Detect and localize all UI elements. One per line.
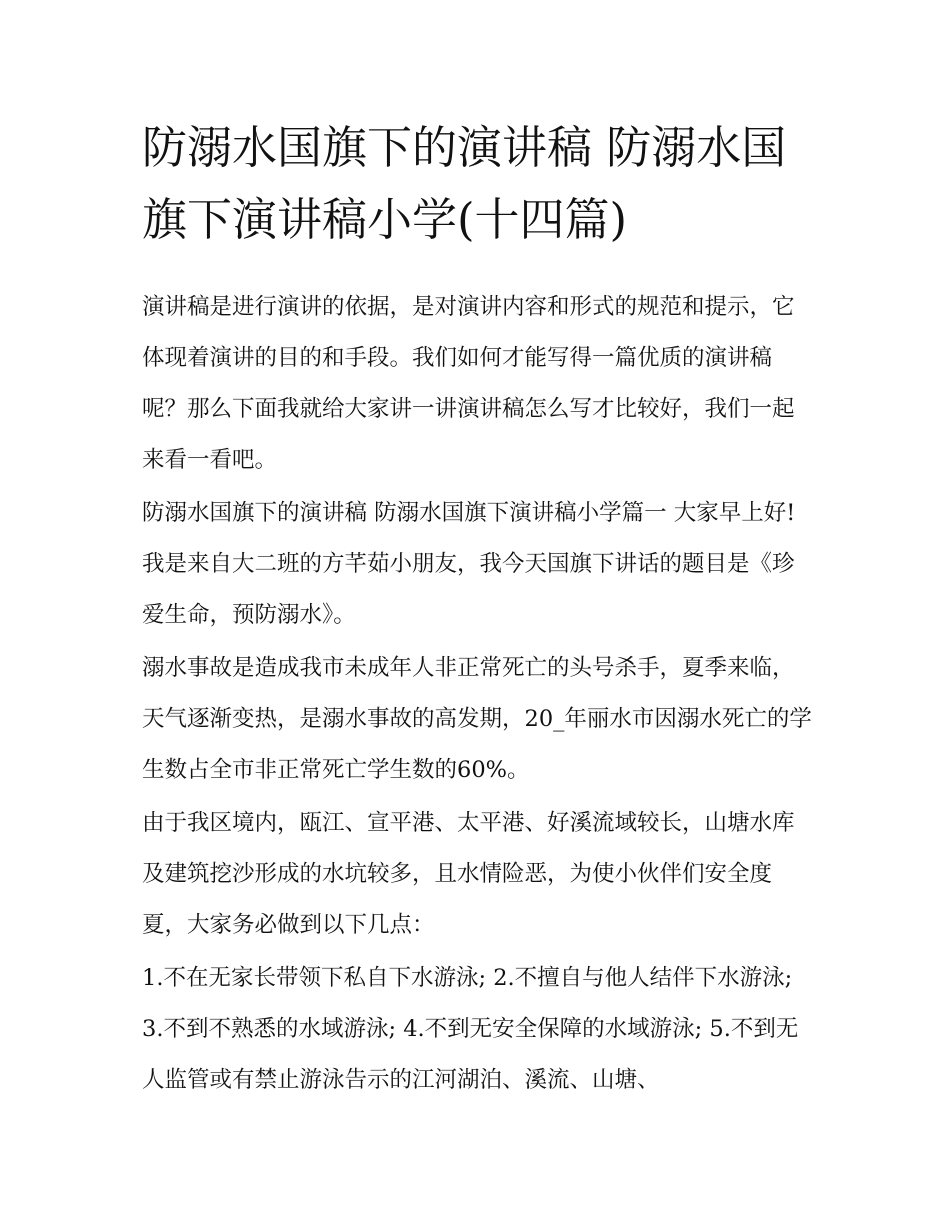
document-page bbox=[142, 112, 818, 1108]
paragraph-greeting: 防溺水国旗下的演讲稿 防溺水国旗下演讲稿小学篇一 大家早上好! 我是来自大二班的方芊茹小朋友，我今天国旗下讲话的题目是《珍爱生命，预防溺水》。 bbox=[142, 500, 796, 628]
paragraph-drowning-statistics: 溺水事故是造成我市未成年人非正常死亡的头号杀手，夏季来临，天气逐渐变热，是溺水事故的高发期，20_年丽水市因溺水死亡的学生数占全市非正常死亡学生数的60%。 bbox=[142, 655, 812, 783]
paragraph-intro: 演讲稿是进行演讲的依据，是对演讲内容和形式的规范和提示，它体现着演讲的目的和手段。我们如何才能写得一篇优质的演讲稿呢？那么下面我就给大家讲一讲演讲稿怎么写才比较好，我们一起来看一看吧。 bbox=[142, 294, 795, 473]
document-title: 防溺水国旗下的演讲稿 防溺水国旗下演讲稿小学(十四篇) bbox=[142, 121, 787, 246]
paragraph-safety-rules: 1.不在无家长带领下私自下水游泳; 2.不擅自与他人结伴下水游泳; 3.不到不熟悉的水域游泳; 4.不到无安全保障的水域游泳; 5.不到无人监管或有禁止游泳告示的江河湖泊、溪流、山塘、 bbox=[142, 965, 799, 1093]
paragraph-local-waters: 由于我区境内，瓯江、宣平港、太平港、好溪流域较长，山塘水库及建筑挖沙形成的水坑较多，且水情险恶，为使小伙伴们安全度夏，大家务必做到以下几点： bbox=[142, 810, 795, 938]
